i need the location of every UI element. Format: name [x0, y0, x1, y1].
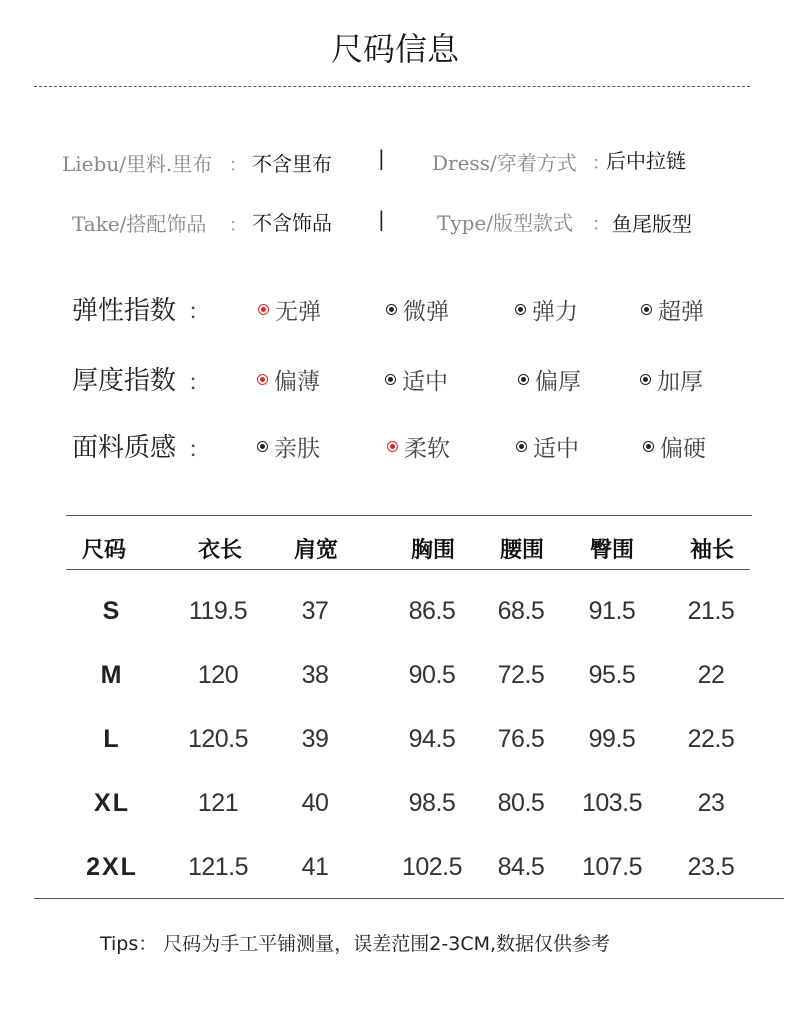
option-texture-2: [516, 430, 579, 463]
option-label: 无弹: [275, 299, 321, 325]
option-label: 偏硬: [660, 436, 706, 462]
radio-selected-icon: [387, 441, 398, 452]
table-cell: 76.5: [497, 725, 545, 753]
page-title: 尺码信息: [330, 30, 459, 68]
table-cell: S: [102, 597, 122, 625]
option-thickness-0: [257, 363, 320, 396]
radio-icon: [257, 441, 268, 452]
info-value-dress: 后中拉链: [606, 149, 686, 173]
table-header-sleeve: 袖长: [689, 538, 734, 563]
option-label: 偏厚: [535, 369, 581, 395]
table-cell: 38: [301, 661, 329, 689]
table-cell: 103.5: [581, 789, 643, 817]
radio-icon: [515, 304, 526, 315]
prop-colon: ：: [188, 438, 211, 463]
option-label: 亲肤: [274, 436, 320, 462]
table-header-size: 尺码: [81, 538, 126, 563]
option-thickness-2: [518, 363, 581, 396]
info-separator: |: [378, 207, 385, 231]
dashed-divider: [34, 86, 750, 87]
table-header-rule: [66, 569, 750, 570]
table-cell: 99.5: [588, 725, 636, 753]
table-header-hip: 臀围: [589, 538, 634, 563]
option-label: 柔软: [404, 436, 450, 462]
option-elasticity-2: [515, 293, 578, 326]
radio-icon: [385, 374, 396, 385]
table-cell: 72.5: [497, 661, 545, 689]
table-cell: 84.5: [497, 853, 545, 881]
table-cell: 102.5: [401, 853, 463, 881]
table-cell: 107.5: [581, 853, 643, 881]
prop-label-texture: 面料质感: [72, 433, 177, 463]
info-value-lining: 不含里布: [252, 152, 332, 176]
info-colon: ：: [592, 153, 610, 174]
option-label: 弹力: [532, 299, 578, 325]
table-cell: 23: [697, 789, 725, 817]
info-colon: ：: [592, 214, 610, 235]
table-cell: L: [103, 725, 121, 753]
info-value-take: 不含饰品: [252, 211, 332, 235]
info-colon: ：: [229, 155, 247, 176]
radio-icon: [518, 374, 529, 385]
table-header-shoulder: 肩宽: [293, 538, 338, 563]
table-cell: 91.5: [588, 597, 636, 625]
prop-colon: ：: [188, 300, 211, 325]
table-header-waist: 腰围: [499, 538, 544, 563]
table-cell: 41: [301, 853, 329, 881]
table-cell: 37: [301, 597, 329, 625]
table-header-bust: 胸围: [410, 538, 455, 563]
option-texture-0: [257, 430, 320, 463]
info-colon: ：: [229, 215, 247, 236]
table-cell: M: [100, 661, 124, 689]
table-cell: 120.5: [187, 725, 249, 753]
info-label-take: Take/搭配饰品: [72, 212, 207, 236]
table-cell: 2XL: [86, 853, 138, 881]
table-bottom-rule: [34, 898, 784, 899]
prop-label-elasticity: 弹性指数: [72, 296, 177, 326]
info-label-lining: Liebu/里料.里布: [62, 152, 213, 176]
option-texture-1: [387, 430, 450, 463]
radio-selected-icon: [257, 374, 268, 385]
info-label-type: Type/版型款式: [437, 211, 574, 235]
info-label-dress: Dress/穿着方式: [432, 151, 577, 175]
table-top-rule: [66, 515, 752, 516]
prop-colon: ：: [188, 371, 211, 396]
radio-icon: [641, 304, 652, 315]
table-cell: 86.5: [408, 597, 456, 625]
radio-icon: [516, 441, 527, 452]
option-elasticity-0: [258, 293, 321, 326]
option-texture-3: [643, 430, 706, 463]
option-thickness-1: [385, 363, 448, 396]
table-cell: 22: [697, 661, 725, 689]
table-cell: 120: [197, 661, 239, 689]
info-value-type: 鱼尾版型: [612, 212, 692, 236]
prop-label-thickness: 厚度指数: [72, 366, 177, 396]
table-cell: 22.5: [687, 725, 735, 753]
table-cell: 68.5: [497, 597, 545, 625]
radio-icon: [643, 441, 654, 452]
table-cell: 95.5: [588, 661, 636, 689]
option-thickness-3: [640, 363, 703, 396]
table-cell: 80.5: [497, 789, 545, 817]
radio-selected-icon: [258, 304, 269, 315]
table-cell: 121.5: [187, 853, 249, 881]
option-label: 适中: [533, 436, 579, 462]
table-cell: 98.5: [408, 789, 456, 817]
option-label: 微弹: [403, 299, 449, 325]
info-separator: |: [378, 146, 385, 170]
table-cell: 40: [301, 789, 329, 817]
option-elasticity-1: [386, 293, 449, 326]
radio-icon: [640, 374, 651, 385]
table-cell: 21.5: [687, 597, 735, 625]
option-label: 适中: [402, 369, 448, 395]
option-label: 超弹: [658, 299, 704, 325]
table-cell: 23.5: [687, 853, 735, 881]
radio-icon: [386, 304, 397, 315]
table-cell: 39: [301, 725, 329, 753]
table-cell: 90.5: [408, 661, 456, 689]
option-label: 偏薄: [274, 369, 320, 395]
table-header-length: 衣长: [197, 538, 242, 563]
option-elasticity-3: [641, 293, 704, 326]
option-label: 加厚: [657, 369, 703, 395]
table-cell: 94.5: [408, 725, 456, 753]
table-cell: 121: [197, 789, 239, 817]
table-cell: XL: [94, 789, 130, 817]
table-cell: 119.5: [188, 597, 248, 625]
tips-note: Tips： 尺码为手工平铺测量，误差范围2-3CM,数据仅供参考: [100, 933, 611, 955]
